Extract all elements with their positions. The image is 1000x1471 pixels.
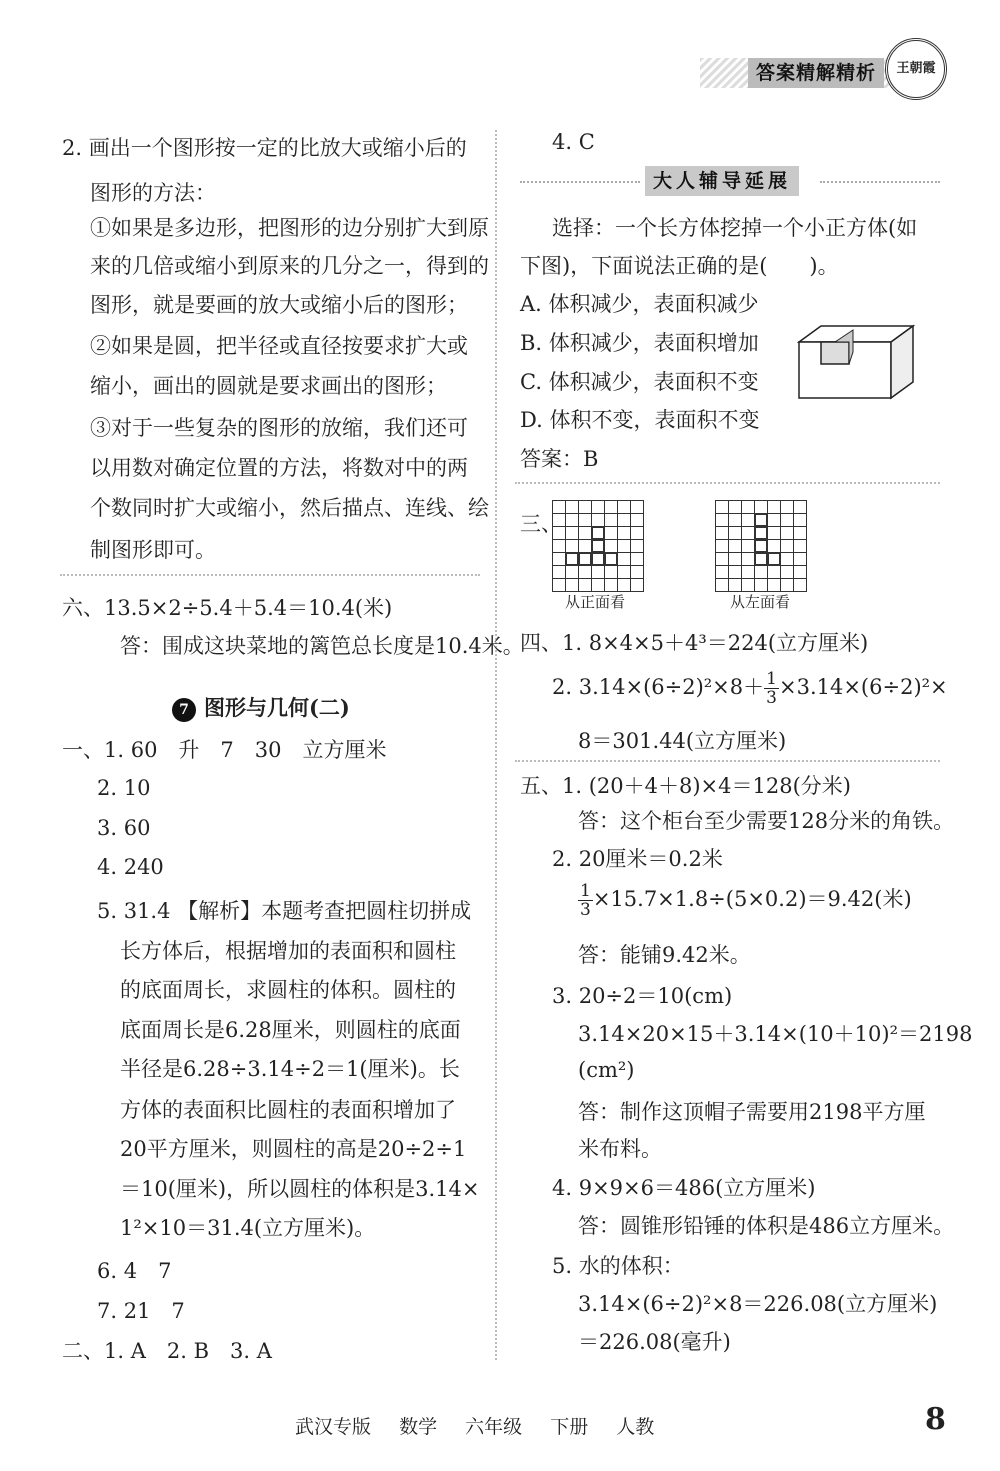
answer: 答案：B — [520, 447, 599, 471]
grid-cell — [793, 539, 807, 553]
text-line: 8＝301.44(立方厘米) — [578, 729, 787, 753]
fraction — [578, 882, 593, 919]
grid-cell — [578, 513, 592, 527]
text-line: 3.14×20×15＋3.14×(10＋10)²＝2198 — [578, 1022, 973, 1046]
grid-cell — [780, 513, 794, 527]
grid-cell — [754, 552, 768, 566]
grid-cell — [617, 539, 631, 553]
grid-cell — [591, 539, 605, 553]
text-line: ①如果是多边形，把图形的边分别扩大到原 — [90, 216, 489, 240]
option: C. 体积减少，表面积不变 — [520, 370, 759, 394]
grid-cell — [793, 565, 807, 579]
grid-cell — [741, 578, 755, 592]
text-line: 以用数对确定位置的方法，将数对中的两 — [90, 456, 468, 480]
grid-cell — [767, 565, 781, 579]
grid-cell — [793, 578, 807, 592]
text-line: 5. 水的体积： — [552, 1254, 684, 1278]
text-line: 答：能铺9.42米。 — [578, 943, 751, 967]
grid-cell — [578, 526, 592, 540]
text-line: 3. 20÷2＝10(cm) — [552, 984, 733, 1008]
grid-cell — [793, 513, 807, 527]
grid-cell — [741, 565, 755, 579]
text-line: ＝226.08(毫升) — [578, 1330, 731, 1354]
text-line: 底面周长是6.28厘米，则圆柱的底面 — [120, 1018, 461, 1042]
grid-cell — [565, 565, 579, 579]
grid-cell — [780, 552, 794, 566]
text-line: ＝10(厘米)，所以圆柱的体积是3.14× — [120, 1177, 480, 1201]
text-line: 4. 240 — [97, 855, 164, 879]
grid-cell — [578, 500, 592, 514]
grid-cell — [728, 526, 742, 540]
grid-cell — [741, 552, 755, 566]
grid-cell — [617, 500, 631, 514]
grid-cell — [767, 500, 781, 514]
brand-logo: 王朝霞 — [885, 38, 947, 100]
grid-cell — [741, 539, 755, 553]
grid-cell — [617, 552, 631, 566]
text-line: 20平方厘米，则圆柱的高是20÷2÷1 — [120, 1137, 467, 1161]
grid-cell — [715, 565, 729, 579]
text-line: 答：制作这顶帽子需要用2198平方厘 — [578, 1100, 926, 1124]
grid-cell — [754, 513, 768, 527]
grid-cell — [754, 500, 768, 514]
view-label: 从正面看 — [565, 593, 626, 611]
grid-cell — [552, 552, 566, 566]
column-divider — [495, 130, 497, 1360]
bar-line — [520, 181, 640, 183]
text-line: 7. 21 7 — [97, 1299, 185, 1323]
text-line — [552, 670, 948, 707]
grid-cell — [715, 513, 729, 527]
section-heading — [172, 692, 350, 722]
text-line: 一、1. 60 升 7 30 立方厘米 — [62, 738, 387, 762]
grid-cell — [578, 552, 592, 566]
text-line: 缩小，画出的圆就是要求画出的图形； — [90, 374, 447, 398]
grid-cell — [604, 500, 618, 514]
text-line: 四、1. 8×4×5＋4³＝224(立方厘米) — [520, 631, 869, 655]
footer-item: 武汉专版 — [295, 1416, 372, 1438]
grid-cell — [728, 539, 742, 553]
footer-item: 六年级 — [465, 1416, 523, 1438]
grid-cell — [617, 526, 631, 540]
grid-cell — [793, 552, 807, 566]
option: B. 体积减少，表面积增加 — [520, 331, 759, 355]
text-line: 2. 10 — [97, 776, 151, 800]
grid-cell — [630, 513, 644, 527]
grid-cell — [780, 500, 794, 514]
text-line: 半径是6.28÷3.14÷2＝1(厘米)。长 — [120, 1057, 460, 1081]
text-line: 2. 画出一个图形按一定的比放大或缩小后的 — [62, 136, 467, 160]
grid-cell — [604, 578, 618, 592]
text-line: 六、13.5×2÷5.4＋5.4＝10.4(米) — [62, 596, 393, 620]
footer-item: 人教 — [616, 1416, 655, 1438]
divider — [515, 482, 940, 484]
grid-cell — [767, 552, 781, 566]
grid-cell — [565, 500, 579, 514]
divider — [60, 574, 480, 576]
numerator: 1 — [766, 669, 777, 689]
grid-cell — [591, 578, 605, 592]
section-title: 图形与几何(二) — [204, 695, 350, 720]
grid-cell — [578, 539, 592, 553]
grid-cell — [630, 565, 644, 579]
grid-cell — [565, 552, 579, 566]
grid-cell — [741, 500, 755, 514]
grid-cell — [754, 578, 768, 592]
grid-cell — [767, 526, 781, 540]
numerator: 1 — [580, 881, 591, 901]
text-line: 5. 31.4 【解析】本题考查把圆柱切拼成 — [97, 899, 472, 923]
text-line: 答：围成这块菜地的篱笆总长度是10.4米。 — [120, 634, 524, 658]
grid-cell — [754, 526, 768, 540]
grid-cell — [552, 500, 566, 514]
denominator: 3 — [766, 688, 777, 708]
text-line: 方体的表面积比圆柱的表面积增加了 — [120, 1098, 456, 1122]
divider — [515, 760, 940, 762]
text-line: ②如果是圆，把半径或直径按要求扩大或 — [90, 334, 468, 358]
expr: ×3.14×(6÷2)²× — [778, 675, 948, 699]
grid-cell — [754, 539, 768, 553]
denominator: 3 — [580, 900, 591, 920]
fraction — [764, 670, 779, 707]
grid-cell — [780, 578, 794, 592]
grid-cell — [767, 578, 781, 592]
grid-cell — [715, 578, 729, 592]
bar-title: 大人辅导延展 — [645, 166, 799, 196]
grid-cell — [793, 500, 807, 514]
grid-cell — [630, 578, 644, 592]
grid-cell — [715, 552, 729, 566]
grid-cell — [604, 526, 618, 540]
text-line: 选择：一个长方体挖掉一个小正方体(如 — [552, 216, 918, 240]
grid-cell — [767, 539, 781, 553]
text-line: 答：这个柜台至少需要128分米的角铁。 — [578, 809, 955, 833]
grid-cell — [565, 539, 579, 553]
grid-cell — [552, 526, 566, 540]
grid-cell — [767, 513, 781, 527]
grid-cell — [715, 526, 729, 540]
grid-cell — [591, 552, 605, 566]
grid-cell — [604, 552, 618, 566]
expr: 2. 3.14×(6÷2)²×8＋ — [552, 675, 765, 699]
text-line: 1²×10＝31.4(立方厘米)。 — [120, 1216, 376, 1240]
grid-cell — [552, 539, 566, 553]
text-line: 二、1. A 2. B 3. A — [62, 1339, 272, 1363]
section-number: 7 — [172, 698, 196, 722]
text-line: 来的几倍或缩小到原来的几分之一，得到的 — [90, 254, 489, 278]
grid-cell — [715, 539, 729, 553]
grid-cell — [591, 500, 605, 514]
grid-cell — [591, 513, 605, 527]
grid-cell — [552, 578, 566, 592]
grid-cell — [591, 526, 605, 540]
text-line: 4. C — [552, 130, 595, 154]
grid-cell — [552, 513, 566, 527]
bar-line — [820, 181, 940, 183]
grid-cell — [728, 513, 742, 527]
grid-cell — [565, 526, 579, 540]
three-label: 三、 — [520, 512, 562, 536]
grid-cell — [728, 552, 742, 566]
text-line: 6. 4 7 — [97, 1259, 172, 1283]
text-line: 长方体后，根据增加的表面积和圆柱 — [120, 939, 456, 963]
header-title: 答案精解精析 — [748, 58, 884, 88]
grid-cell — [630, 539, 644, 553]
grid-cell — [741, 526, 755, 540]
text-line: 下图)，下面说法正确的是( )。 — [520, 254, 839, 278]
text-line: 答：圆锥形铅锤的体积是486立方厘米。 — [578, 1214, 955, 1238]
cuboid-figure — [797, 322, 917, 402]
text-line: (cm²) — [578, 1058, 635, 1082]
text-line: 个数同时扩大或缩小，然后描点、连线、绘 — [90, 496, 489, 520]
grid-cell — [565, 513, 579, 527]
text-line: 3.14×(6÷2)²×8＝226.08(立方厘米) — [578, 1292, 938, 1316]
text-line: 2. 20厘米＝0.2米 — [552, 847, 723, 871]
grid-cell — [741, 513, 755, 527]
grid-cell — [630, 552, 644, 566]
grid-cell — [617, 565, 631, 579]
grid-cell — [630, 526, 644, 540]
grid-cell — [780, 539, 794, 553]
grid-cell — [728, 565, 742, 579]
grid-cell — [578, 565, 592, 579]
text-line: 的底面周长，求圆柱的体积。圆柱的 — [120, 978, 456, 1002]
text-line: 米布料。 — [578, 1137, 662, 1161]
grid-cell — [780, 565, 794, 579]
grid-cell — [728, 500, 742, 514]
option: D. 体积不变，表面积不变 — [520, 408, 760, 432]
grid-cell — [591, 565, 605, 579]
grid-cell — [578, 578, 592, 592]
expr: ×15.7×1.8÷(5×0.2)＝9.42(米) — [592, 887, 912, 911]
view-label: 从左面看 — [730, 593, 791, 611]
grid-cell — [728, 578, 742, 592]
grid-cell — [630, 500, 644, 514]
grid-cell — [565, 578, 579, 592]
text-line: 五、1. (20＋4＋8)×4＝128(分米) — [520, 774, 851, 798]
grid-cell — [754, 565, 768, 579]
grid-cell — [793, 526, 807, 540]
text-line: 制图形即可。 — [90, 538, 216, 562]
text-line: 图形的方法： — [90, 181, 216, 205]
footer — [295, 1412, 676, 1439]
grid-cell — [780, 526, 794, 540]
grid-cell — [552, 565, 566, 579]
page-number: 8 — [925, 1402, 946, 1437]
grid-cell — [617, 513, 631, 527]
grid-cell — [604, 513, 618, 527]
text-line: 图形，就是要画的放大或缩小后的图形； — [90, 293, 468, 317]
text-line — [578, 882, 912, 919]
footer-item: 数学 — [399, 1416, 438, 1438]
footer-item: 下册 — [550, 1416, 589, 1438]
text-line: ③对于一些复杂的图形的放缩，我们还可 — [90, 416, 468, 440]
grid-cell — [604, 539, 618, 553]
text-line: 3. 60 — [97, 816, 151, 840]
text-line: 4. 9×9×6＝486(立方厘米) — [552, 1176, 816, 1200]
grid-cell — [715, 500, 729, 514]
grid-cell — [617, 578, 631, 592]
option: A. 体积减少，表面积减少 — [520, 292, 759, 316]
grid-cell — [604, 565, 618, 579]
